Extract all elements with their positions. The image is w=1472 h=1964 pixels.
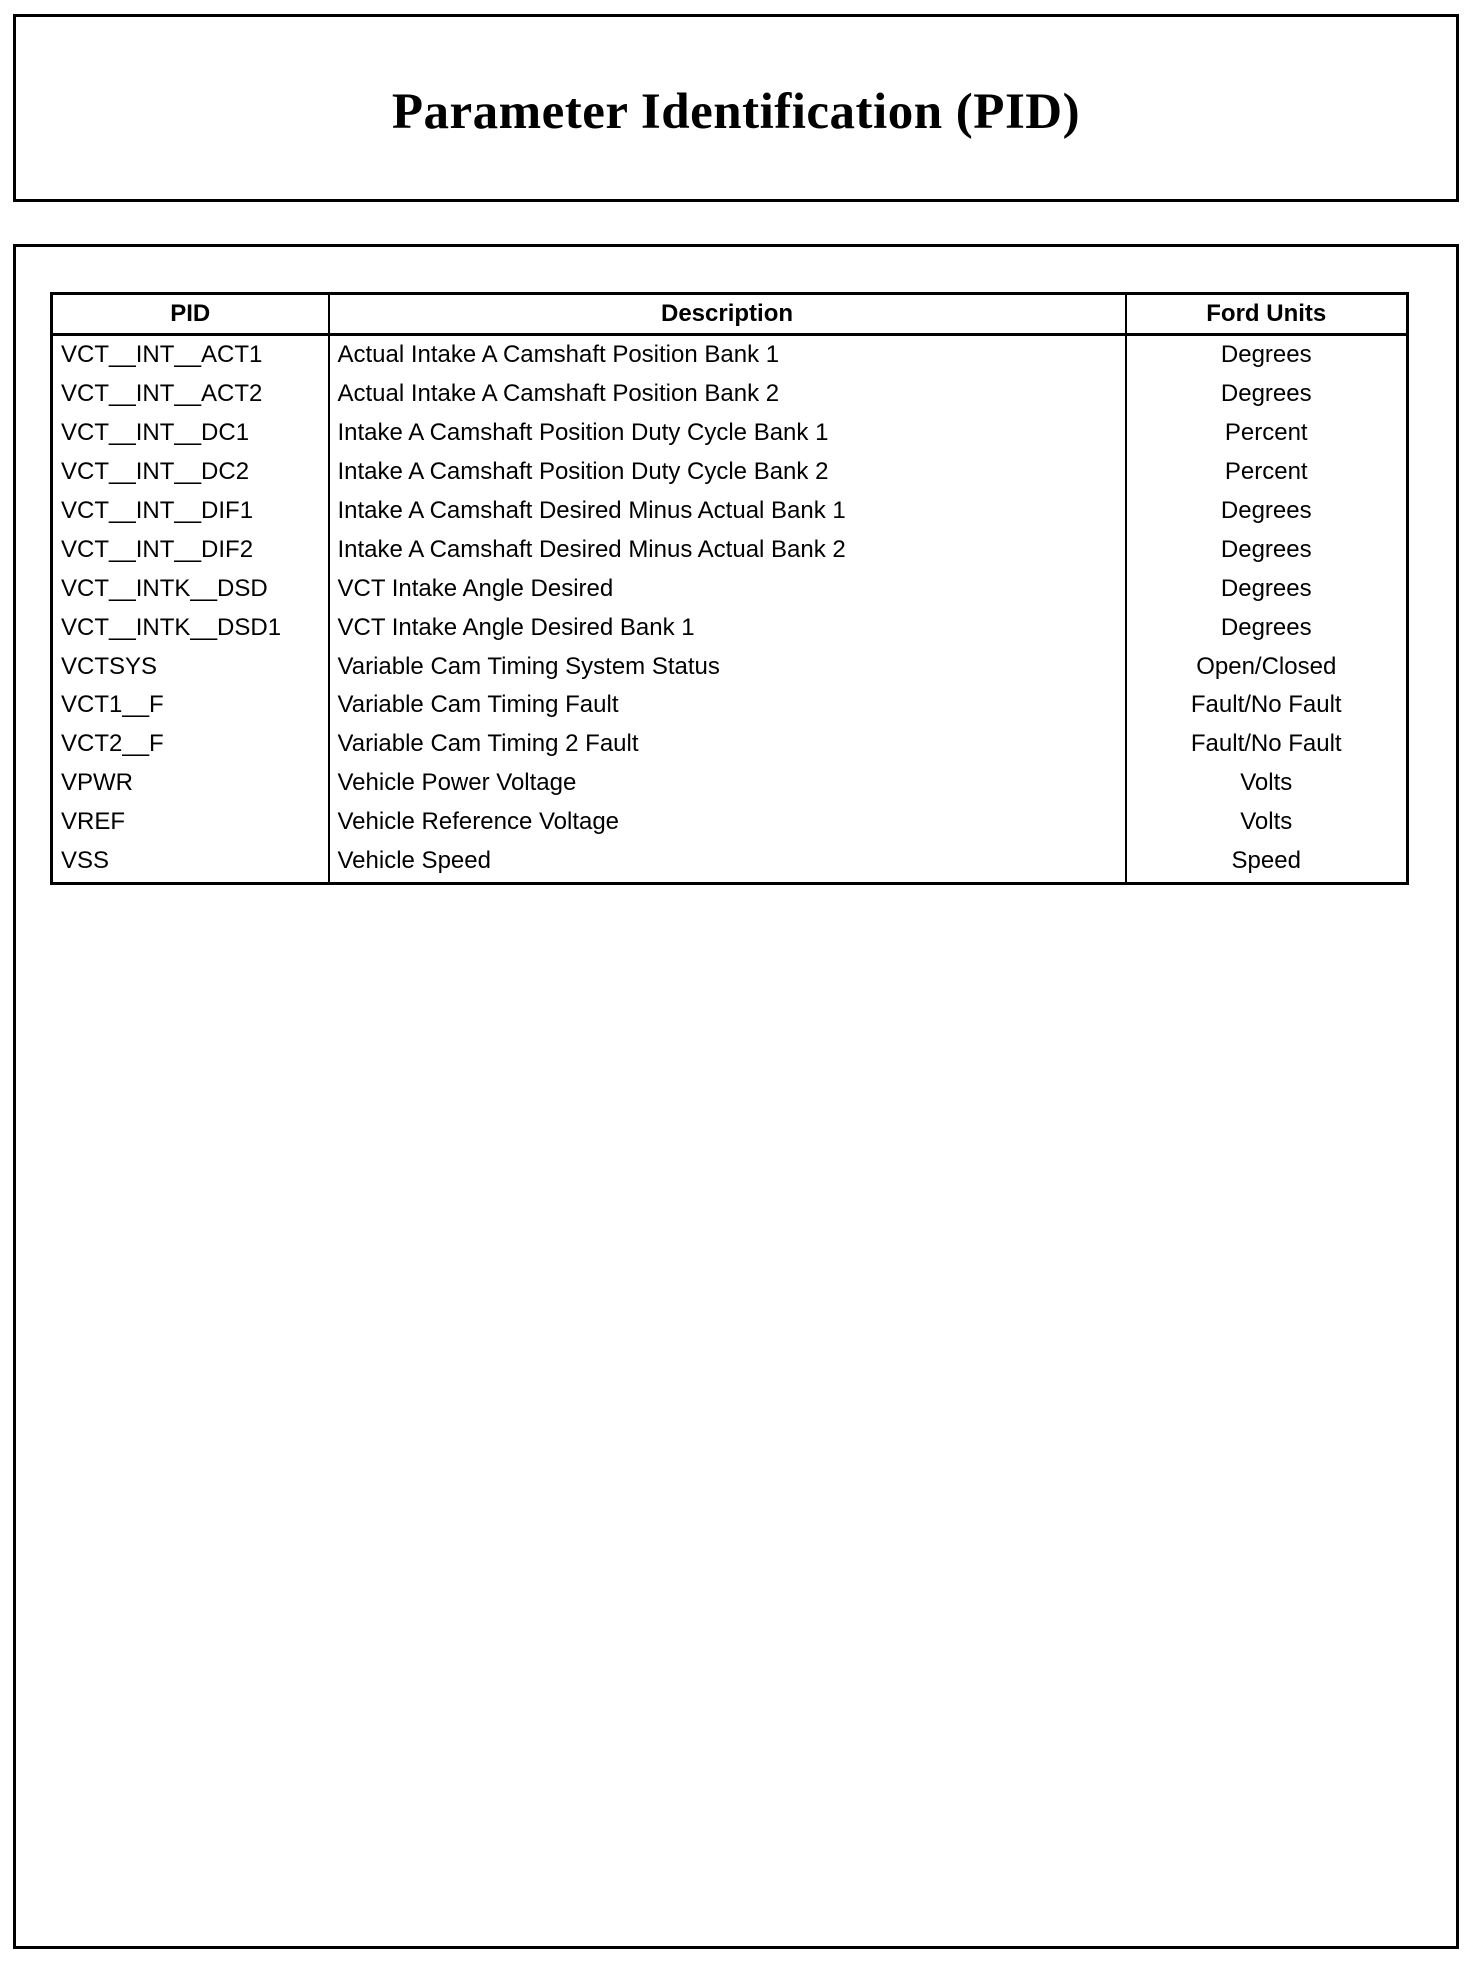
cell-units: Fault/No Fault xyxy=(1126,686,1408,725)
cell-units: Degrees xyxy=(1126,335,1408,375)
cell-description: VCT Intake Angle Desired Bank 1 xyxy=(329,608,1126,647)
cell-description: Intake A Camshaft Position Duty Cycle Bank 1 xyxy=(329,414,1126,453)
cell-units: Fault/No Fault xyxy=(1126,725,1408,764)
cell-units: Degrees xyxy=(1126,608,1408,647)
table-row xyxy=(52,842,1408,884)
table-row xyxy=(52,803,1408,842)
column-header-units: Ford Units xyxy=(1126,294,1408,335)
cell-pid: VCT__INT__DC2 xyxy=(52,453,329,492)
column-header-pid: PID xyxy=(52,294,329,335)
cell-pid: VCT__INTK__DSD xyxy=(52,569,329,608)
cell-units: Degrees xyxy=(1126,492,1408,531)
cell-pid: VREF xyxy=(52,803,329,842)
cell-pid: VCT__INT__DIF2 xyxy=(52,530,329,569)
table-row xyxy=(52,530,1408,569)
table-row xyxy=(52,608,1408,647)
cell-units: Open/Closed xyxy=(1126,647,1408,686)
cell-description: Actual Intake A Camshaft Position Bank 2 xyxy=(329,375,1126,414)
cell-units: Degrees xyxy=(1126,375,1408,414)
cell-description: Intake A Camshaft Position Duty Cycle Bank 2 xyxy=(329,453,1126,492)
cell-pid: VCT__INTK__DSD1 xyxy=(52,608,329,647)
cell-pid: VCT__INT__DIF1 xyxy=(52,492,329,531)
column-header-description: Description xyxy=(329,294,1126,335)
table-row xyxy=(52,764,1408,803)
table-row xyxy=(52,375,1408,414)
title-box xyxy=(13,14,1459,202)
cell-pid: VPWR xyxy=(52,764,329,803)
cell-pid: VCT__INT__DC1 xyxy=(52,414,329,453)
cell-units: Degrees xyxy=(1126,530,1408,569)
cell-units: Percent xyxy=(1126,414,1408,453)
table-row xyxy=(52,453,1408,492)
cell-description: Variable Cam Timing System Status xyxy=(329,647,1126,686)
table-row xyxy=(52,686,1408,725)
cell-pid: VCT2__F xyxy=(52,725,329,764)
cell-description: Intake A Camshaft Desired Minus Actual Bank 1 xyxy=(329,492,1126,531)
cell-pid: VSS xyxy=(52,842,329,884)
table-row xyxy=(52,492,1408,531)
cell-pid: VCTSYS xyxy=(52,647,329,686)
cell-units: Degrees xyxy=(1126,569,1408,608)
table-header-row xyxy=(52,294,1408,335)
cell-units: Volts xyxy=(1126,803,1408,842)
cell-description: Vehicle Power Voltage xyxy=(329,764,1126,803)
cell-description: Intake A Camshaft Desired Minus Actual Bank 2 xyxy=(329,530,1126,569)
pid-table xyxy=(50,292,1409,885)
cell-description: Vehicle Speed xyxy=(329,842,1126,884)
table-row xyxy=(52,414,1408,453)
table-row xyxy=(52,647,1408,686)
cell-description: VCT Intake Angle Desired xyxy=(329,569,1126,608)
page-title: Parameter Identification (PID) xyxy=(391,84,1081,140)
table-row xyxy=(52,725,1408,764)
content-box xyxy=(13,244,1459,1949)
cell-units: Speed xyxy=(1126,842,1408,884)
cell-description: Actual Intake A Camshaft Position Bank 1 xyxy=(329,335,1126,375)
cell-pid: VCT__INT__ACT1 xyxy=(52,335,329,375)
table-row xyxy=(52,335,1408,375)
cell-pid: VCT1__F xyxy=(52,686,329,725)
cell-description: Variable Cam Timing 2 Fault xyxy=(329,725,1126,764)
table-row xyxy=(52,569,1408,608)
cell-units: Volts xyxy=(1126,764,1408,803)
cell-pid: VCT__INT__ACT2 xyxy=(52,375,329,414)
cell-description: Variable Cam Timing Fault xyxy=(329,686,1126,725)
cell-units: Percent xyxy=(1126,453,1408,492)
cell-description: Vehicle Reference Voltage xyxy=(329,803,1126,842)
